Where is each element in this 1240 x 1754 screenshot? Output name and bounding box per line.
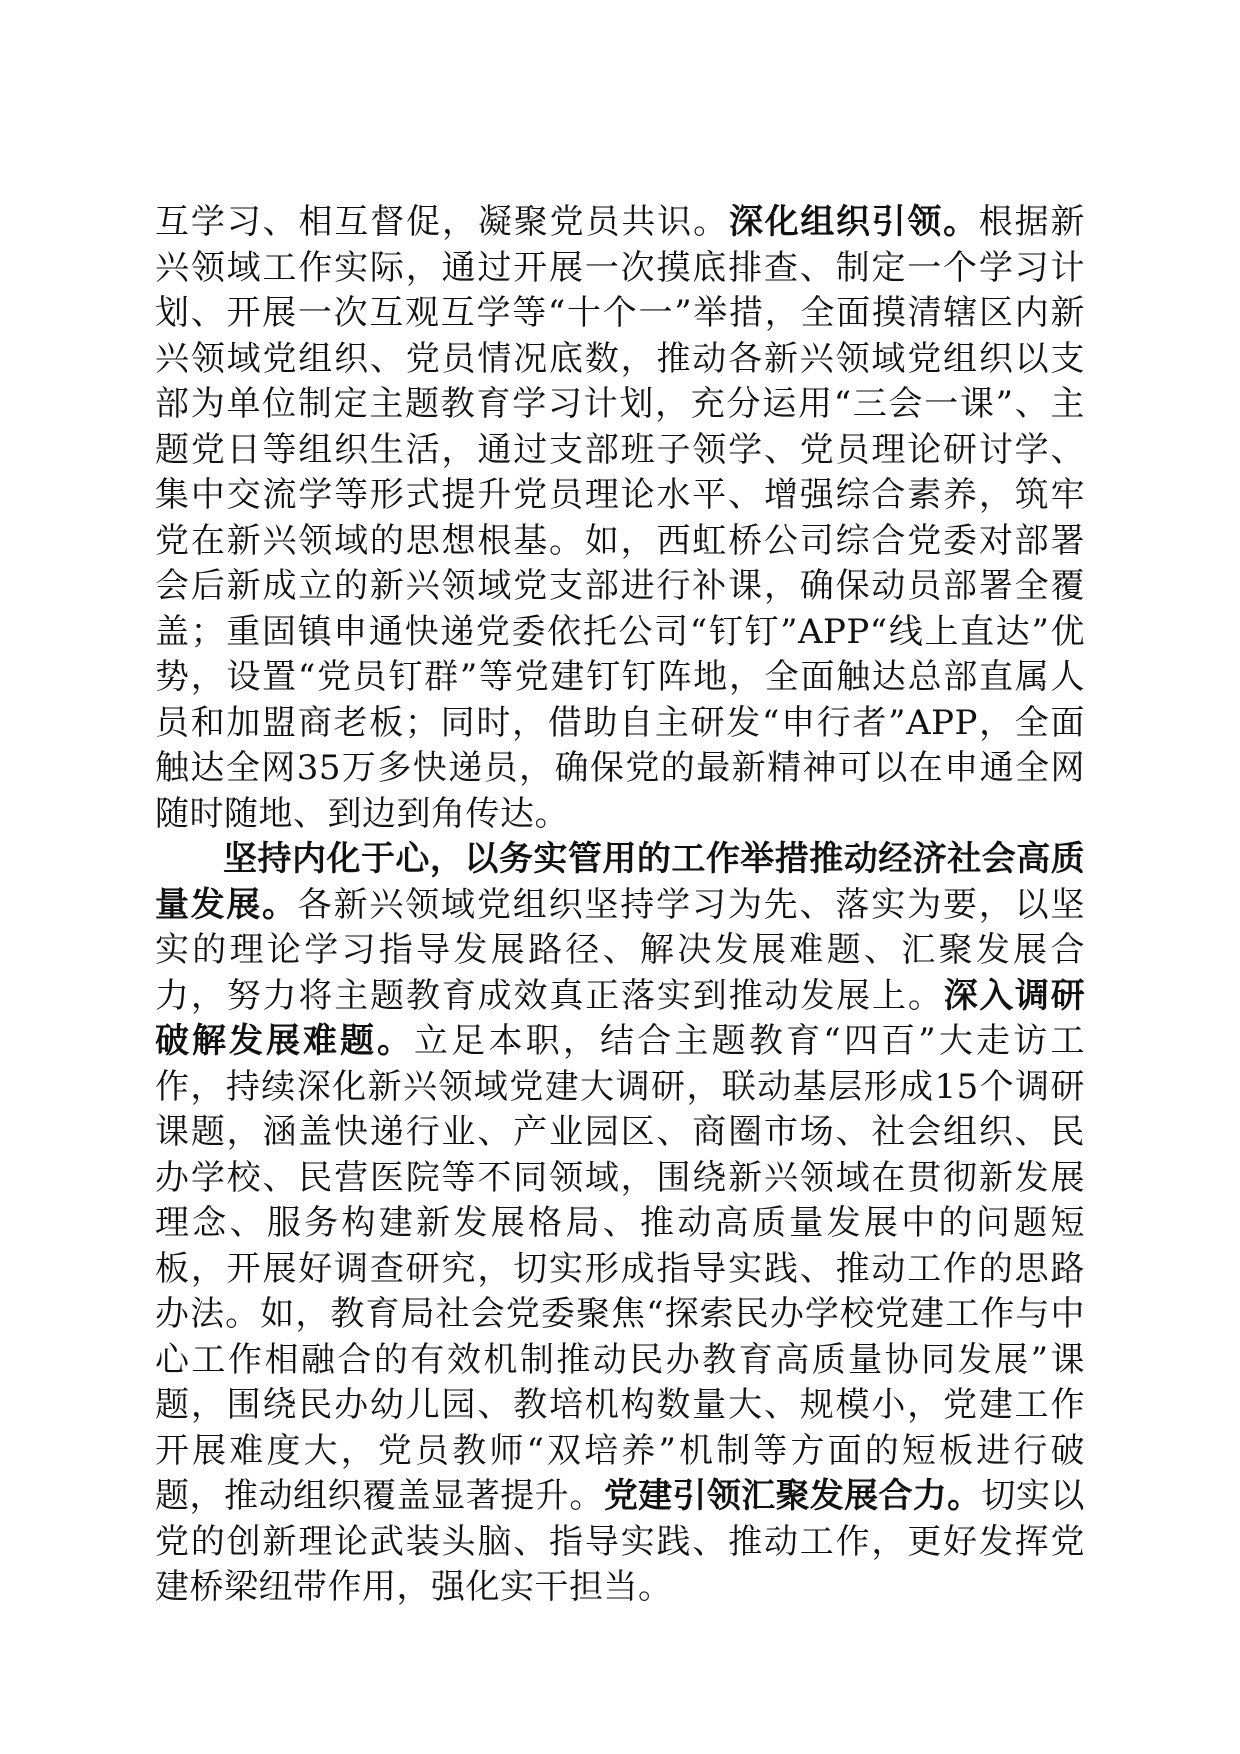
document-body: [155, 200, 1085, 1611]
paragraph-1: [155, 200, 1085, 837]
body-text: 切实以党的创新理论武装头脑、指导实践、推动工作，更好发挥党建桥梁纽带作用，强化实干担当。: [155, 1476, 1085, 1607]
body-text: 互学习、相互督促，凝聚党员共识。: [155, 202, 730, 242]
bold-heading-research: 深入调研破解发展难题。: [155, 975, 1086, 1061]
bold-heading-internalize: 坚持内化于心，以务实管用的工作举措推动经济社会高质量发展。: [155, 839, 1085, 925]
paragraph-2: [155, 837, 1085, 1611]
bold-heading-party-building: 党建引领汇聚发展合力。: [603, 1476, 982, 1516]
body-text: 根据新兴领域工作实际，通过开展一次摸底排查、制定一个学习计划、开展一次互观互学等“十个一”举措，全面摸清辖区内新兴领域党组织、党员情况底数，推动各新兴领域党组织以支部为单位制定主题教育学习计划，充分运用“三会一课”、主题党日等组织生活，通过支部班子领学、党员理论研讨学、集中交流学等形式提升党员理论水平、增强综合素养，筑牢党在新兴领域的思想根基。如，西虹桥公司综合党委对部署会后新成立的新兴领域党支部进行补课，确保动员部署全覆盖；重固镇申通快递党委依托公司“钉钉”APP“线上直达”优势，设置“党员钉群”等党建钉钉阵地，全面触达总部直属人员和加盟商老板；同时，借助自主研发“申行者”APP，全面触达全网35万多快递员，确保党的最新精神可以在申通全网随时随地、到边到角传达。: [155, 202, 1086, 834]
bold-heading-deepen-organization: 深化组织引领。: [729, 202, 979, 242]
body-text: 各新兴领域党组织坚持学习为先、落实为要，以坚实的理论学习指导发展路径、解决发展难题、汇聚发展合力，努力将主题教育成效真正落实到推动发展上。: [155, 884, 1085, 1016]
body-text: 立足本职，结合主题教育“四百”大走访工作，持续深化新兴领域党建大调研，联动基层形成15个调研课题，涵盖快递行业、产业园区、商圈市场、社会组织、民办学校、民营医院等不同领域，围绕新兴领域在贯彻新发展理念、服务构建新发展格局、推动高质量发展中的问题短板，开展好调查研究，切实形成指导实践、推动工作的思路办法。如，教育局社会党委聚焦“探索民办学校党建工作与中心工作相融合的有效机制推动民办教育高质量协同发展”课题，围绕民办幼儿园、教培机构数量大、规模小，党建工作开展难度大，党员教师“双培养”机制等方面的短板进行破题，推动组织覆盖显著提升。: [155, 1021, 1085, 1516]
